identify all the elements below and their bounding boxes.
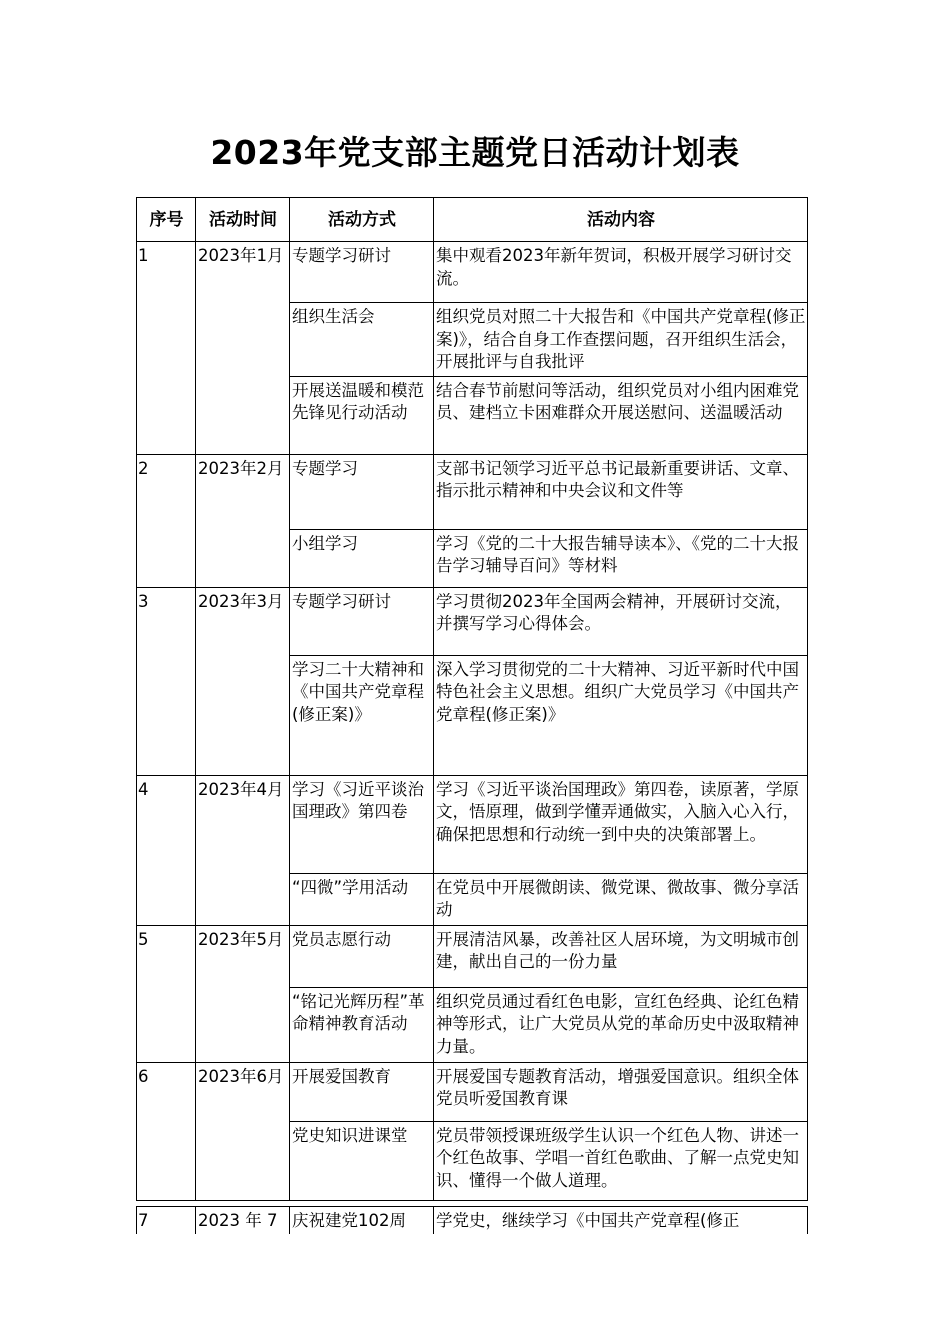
time-cell: 2023年1月 (196, 242, 290, 455)
header-time: 活动时间 (196, 198, 290, 242)
content-cell: 学党史，继续学习《中国共产党章程(修正 (434, 1206, 808, 1234)
table-row (137, 242, 808, 303)
time-cell: 2023 年 7 (196, 1206, 290, 1234)
method-cell: 学习《习近平谈治国理政》第四卷 (290, 775, 434, 873)
content-cell: 深入学习贯彻党的二十大精神、习近平新时代中国特色社会主义思想。组织广大党员学习《中国共产党章程(修正案)》 (434, 655, 808, 775)
serial-cell: 1 (137, 242, 196, 455)
method-cell: “铭记光辉历程”革命精神教育活动 (290, 987, 434, 1062)
method-cell: 开展爱国教育 (290, 1062, 434, 1121)
header-row (137, 198, 808, 242)
method-cell: 组织生活会 (290, 303, 434, 377)
time-cell: 2023年6月 (196, 1062, 290, 1200)
method-cell: 小组学习 (290, 529, 434, 587)
serial-cell: 2 (137, 454, 196, 587)
table-row (137, 925, 808, 987)
header-serial: 序号 (137, 198, 196, 242)
time-cell: 2023年2月 (196, 454, 290, 587)
content-cell: 支部书记领学习近平总书记最新重要讲话、文章、指示批示精神和中央会议和文件等 (434, 454, 808, 529)
method-cell: 庆祝建党102周 (290, 1206, 434, 1234)
content-cell: 学习《习近平谈治国理政》第四卷，读原著，学原文，悟原理，做到学懂弄通做实，入脑入心入行，确保把思想和行动统一到中央的决策部署上。 (434, 775, 808, 873)
table-row (137, 1062, 808, 1121)
content-cell: 组织党员通过看红色电影，宣红色经典、论红色精神等形式，让广大党员从党的革命历史中汲取精神力量。 (434, 987, 808, 1062)
time-cell: 2023年5月 (196, 925, 290, 1062)
table-row (137, 775, 808, 873)
content-cell: 开展爱国专题教育活动，增强爱国意识。组织全体党员听爱国教育课 (434, 1062, 808, 1121)
method-cell: “四微”学用活动 (290, 873, 434, 925)
method-cell: 开展送温暖和模范先锋见行动活动 (290, 376, 434, 454)
content-cell: 组织党员对照二十大报告和《中国共产党章程(修正案)》，结合自身工作查摆问题，召开组织生活会，开展批评与自我批评 (434, 303, 808, 377)
table-row (137, 1206, 808, 1234)
method-cell: 学习二十大精神和《中国共产党章程(修正案)》 (290, 655, 434, 775)
page-title: 2023年党支部主题党日活动计划表 (210, 133, 740, 172)
table-row (137, 454, 808, 529)
content-cell: 集中观看2023年新年贺词，积极开展学习研讨交流。 (434, 242, 808, 303)
content-cell: 开展清洁风暴，改善社区人居环境，为文明城市创建，献出自己的一份力量 (434, 925, 808, 987)
serial-cell: 6 (137, 1062, 196, 1200)
method-cell: 党员志愿行动 (290, 925, 434, 987)
header-method: 活动方式 (290, 198, 434, 242)
serial-cell: 7 (137, 1206, 196, 1234)
method-cell: 专题学习研讨 (290, 242, 434, 303)
content-cell: 结合春节前慰问等活动，组织党员对小组内困难党员、建档立卡困难群众开展送慰问、送温暖活动 (434, 376, 808, 454)
serial-cell: 3 (137, 587, 196, 775)
time-cell: 2023年4月 (196, 775, 290, 925)
serial-cell: 4 (137, 775, 196, 925)
content-cell: 在党员中开展微朗读、微党课、微故事、微分享活动 (434, 873, 808, 925)
header-content: 活动内容 (434, 198, 808, 242)
content-cell: 党员带领授课班级学生认识一个红色人物、讲述一个红色故事、学唱一首红色歌曲、了解一点党史知识、懂得一个做人道理。 (434, 1121, 808, 1200)
content-cell: 学习贯彻2023年全国两会精神，开展研讨交流，并撰写学习心得体会。 (434, 587, 808, 655)
time-cell: 2023年3月 (196, 587, 290, 775)
method-cell: 党史知识进课堂 (290, 1121, 434, 1200)
activity-plan-table (136, 197, 808, 1234)
serial-cell: 5 (137, 925, 196, 1062)
content-cell: 学习《党的二十大报告辅导读本》、《党的二十大报告学习辅导百问》等材料 (434, 529, 808, 587)
method-cell: 专题学习 (290, 454, 434, 529)
table-row (137, 587, 808, 655)
method-cell: 专题学习研讨 (290, 587, 434, 655)
